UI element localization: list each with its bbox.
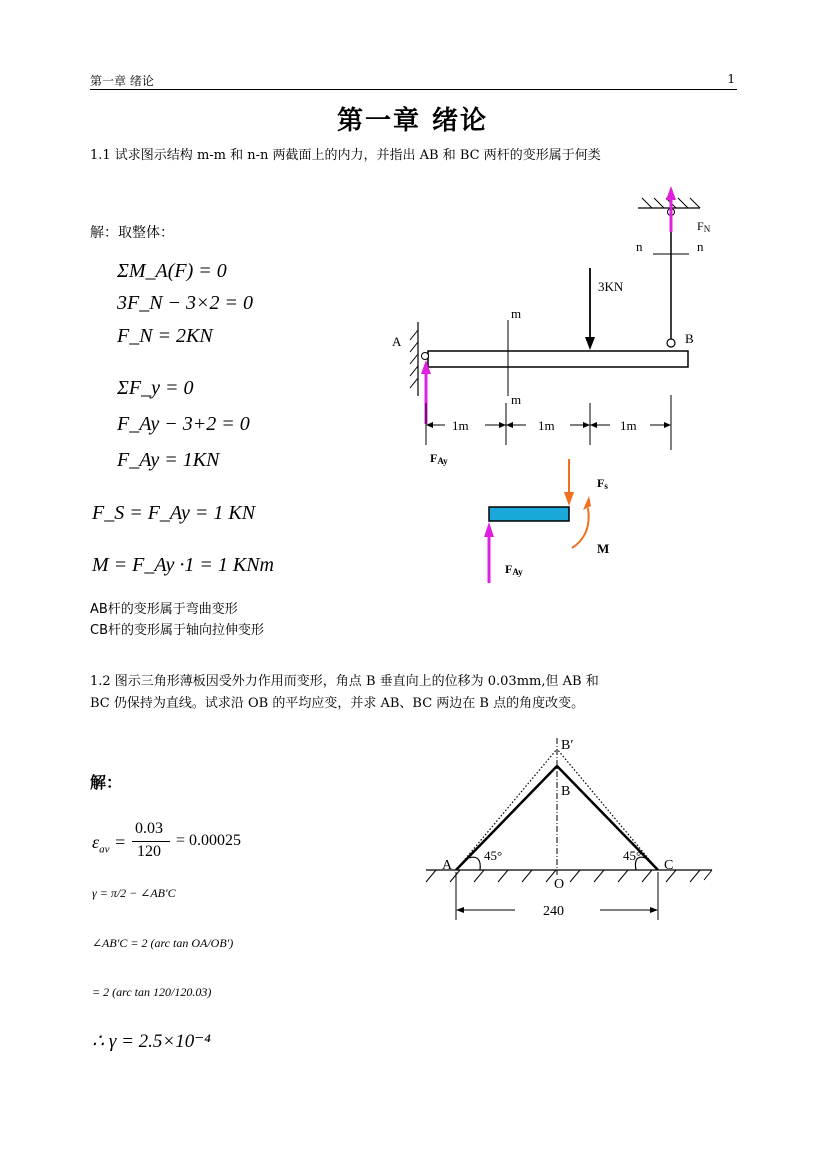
svg-text:Fs bbox=[597, 476, 608, 491]
problem-2-solution-label: 解： bbox=[90, 773, 123, 792]
label-fay-fb: F bbox=[505, 562, 513, 576]
equation-8: M = F_Ay ·1 = 1 KNm bbox=[92, 554, 274, 576]
label-c: C bbox=[664, 858, 674, 873]
eps-symbol: ε bbox=[92, 832, 100, 852]
conclusion-cb: CB杆的变形属于轴向拉伸变形 bbox=[90, 623, 264, 638]
angle-right: 45° bbox=[623, 848, 642, 863]
problem-1-solution-label: 解：取整体： bbox=[90, 225, 174, 241]
problem-2-statement-line2: BC 仍保持为直线。试求沿 OB 的平均应变，并求 AB、BC 两边在 B 点的角度改变。 bbox=[90, 696, 585, 711]
conclusion-ab: AB杆的变形属于弯曲变形 bbox=[90, 602, 238, 617]
label-a2: A bbox=[442, 858, 453, 873]
label-fs: F bbox=[597, 476, 605, 490]
label-m-bottom: m bbox=[511, 392, 522, 407]
label-fay-sub: Ay bbox=[437, 456, 448, 466]
beam-ab bbox=[428, 351, 688, 367]
label-load: 3KN bbox=[598, 279, 624, 294]
moment-arrow bbox=[572, 496, 591, 548]
equation-6: F_Ay = 1KN bbox=[117, 449, 220, 471]
problem-2-statement-line1: 1.2 图示三角形薄板因受外力作用而变形，角点 B 垂直向上的位移为 0.03mm,但 AB 和 bbox=[90, 674, 599, 689]
gamma-result: ∴ γ = 2.5×10⁻⁴ bbox=[92, 1031, 211, 1052]
angle-arc-left bbox=[468, 857, 480, 870]
eps-sub: av bbox=[99, 843, 110, 856]
label-fay-fb-sub: Ay bbox=[512, 567, 523, 577]
load-arrow bbox=[585, 268, 595, 350]
label-fn: F bbox=[697, 219, 704, 233]
label-a: A bbox=[392, 334, 402, 349]
svg-text:FAy bbox=[430, 451, 448, 466]
strain-equation: $\varepsilon_{av}$ = 0.03 120 = 0.00025 bbox=[92, 820, 242, 860]
label-moment: M bbox=[597, 541, 610, 556]
label-n-right: n bbox=[697, 239, 704, 254]
gamma-equation: γ = π/2 − ∠AB′C bbox=[92, 886, 176, 900]
span-label: 240 bbox=[543, 904, 564, 919]
dim-2: 1m bbox=[538, 418, 555, 433]
frac-den: 120 bbox=[137, 843, 161, 860]
angle-left: 45° bbox=[484, 848, 503, 863]
problem-1-statement: 1.1 试求图示结构 m-m 和 n-n 两截面上的内力，并指出 AB 和 BC 两杆的变形属于何类 bbox=[90, 148, 601, 163]
label-o: O bbox=[554, 877, 565, 892]
equation-5: F_Ay − 3+2 = 0 bbox=[117, 413, 250, 435]
edge-bc bbox=[557, 766, 658, 870]
svg-text:FN bbox=[697, 219, 711, 234]
header-rule bbox=[90, 89, 737, 90]
angle-equation: ∠AB′C = 2 (arc tan OA/OB′) bbox=[92, 936, 234, 950]
running-header: 第一章 绪论 bbox=[90, 74, 154, 88]
equation-4: ΣF_y = 0 bbox=[117, 377, 194, 399]
free-body-fay-arrow bbox=[484, 522, 494, 583]
chapter-title: 第一章 绪论 bbox=[336, 106, 489, 136]
pin-b bbox=[667, 339, 675, 347]
shear-force-arrow bbox=[564, 459, 574, 506]
equation-2: 3F_N − 3×2 = 0 bbox=[117, 292, 254, 314]
label-bprime: B′ bbox=[561, 738, 574, 753]
top-support bbox=[638, 198, 700, 216]
equation-1: ΣM_A(F) = 0 bbox=[117, 260, 227, 282]
label-b: B bbox=[685, 331, 694, 346]
dim-3: 1m bbox=[620, 418, 637, 433]
beam-diagram bbox=[380, 185, 740, 590]
free-body-segment bbox=[489, 507, 569, 521]
edge-ab bbox=[456, 766, 557, 870]
equation-3: F_N = 2KN bbox=[117, 325, 213, 347]
eps-result: = 0.00025 bbox=[176, 832, 242, 849]
label-fs-sub: s bbox=[604, 481, 608, 491]
page-number: 1 bbox=[727, 72, 735, 86]
frac-num: 0.03 bbox=[135, 820, 163, 837]
dim-1: 1m bbox=[452, 418, 469, 433]
label-b2: B bbox=[561, 784, 571, 799]
svg-text:FAy bbox=[505, 562, 523, 577]
deformed-ab bbox=[456, 749, 557, 870]
deformed-bc bbox=[557, 749, 658, 870]
angle-equation-2: = 2 (arc tan 120/120.03) bbox=[92, 985, 212, 999]
label-m-top: m bbox=[511, 306, 522, 321]
equation-7: F_S = F_Ay = 1 KN bbox=[92, 502, 256, 524]
label-fay: F bbox=[430, 451, 438, 465]
label-fn-sub: N bbox=[703, 224, 711, 234]
label-n-left: n bbox=[636, 239, 643, 254]
triangle-diagram bbox=[420, 728, 720, 928]
force-fn-arrow bbox=[666, 186, 676, 232]
